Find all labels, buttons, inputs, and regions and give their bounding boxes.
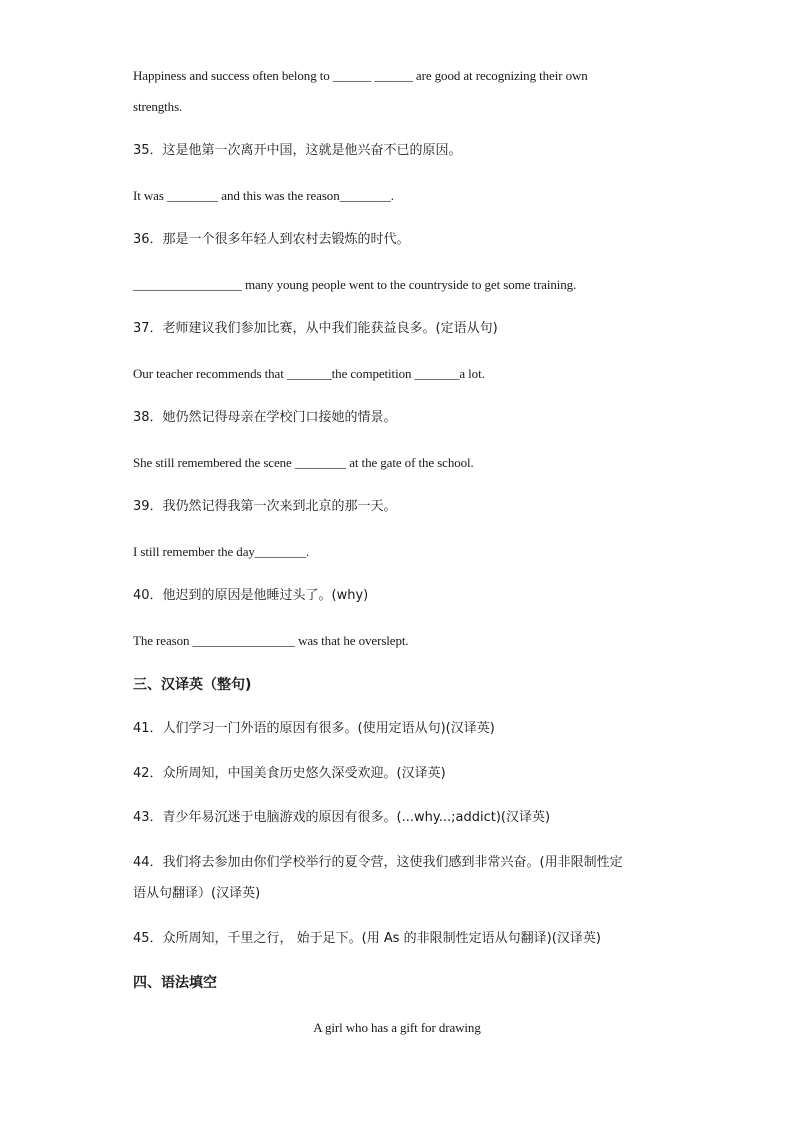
- q34-english-line1: Happiness and success often belong to ______ ______ are good at recognizing their own: [133, 68, 588, 83]
- q40-chinese: 40．他迟到的原因是他睡过头了。(why): [133, 588, 369, 603]
- q36-chinese: 36．那是一个很多年轻人到农村去锻炼的时代。: [133, 232, 410, 247]
- q37-english: Our teacher recommends that _______the competition _______a lot.: [133, 366, 485, 381]
- q41-chinese: 41．人们学习一门外语的原因有很多。(使用定语从句)(汉译英): [133, 721, 495, 736]
- passage-title: A girl who has a gift for drawing: [313, 1020, 481, 1035]
- q39-english: I still remember the day________.: [133, 544, 310, 559]
- q38-chinese: 38．她仍然记得母亲在学校门口接她的情景。: [133, 410, 397, 425]
- q39-chinese: 39．我仍然记得我第一次来到北京的那一天。: [133, 499, 397, 514]
- q37-chinese: 37．老师建议我们参加比赛，从中我们能获益良多。(定语从句): [133, 321, 498, 336]
- q45-chinese: 45．众所周知，千里之行， 始于足下。(用 As 的非限制性定语从句翻译)(汉译英): [133, 931, 601, 946]
- q44-chinese-line1: 44．我们将去参加由你们学校举行的夏令营，这使我们感到非常兴奋。(用非限制性定: [133, 855, 623, 870]
- q36-english: _________________ many young people went to the countryside to get some training.: [133, 277, 577, 292]
- q35-chinese: 35．这是他第一次离开中国，这就是他兴奋不已的原因。: [133, 143, 462, 158]
- q38-english: She still remembered the scene ________ at the gate of the school.: [133, 455, 474, 470]
- q42-chinese: 42．众所周知，中国美食历史悠久深受欢迎。(汉译英): [133, 766, 446, 781]
- q34-english-line2: strengths.: [133, 99, 183, 114]
- q40-english: The reason ________________ was that he overslept.: [133, 633, 409, 648]
- q43-chinese: 43．青少年易沉迷于电脑游戏的原因有很多。(...why...;addict)(汉译英): [133, 810, 551, 825]
- section-3-heading: 三、汉译英（整句): [133, 677, 252, 693]
- q44-chinese-line2: 语从句翻译）(汉译英): [133, 886, 261, 901]
- q35-english: It was ________ and this was the reason________.: [133, 188, 394, 203]
- section-4-heading: 四、语法填空: [133, 975, 217, 991]
